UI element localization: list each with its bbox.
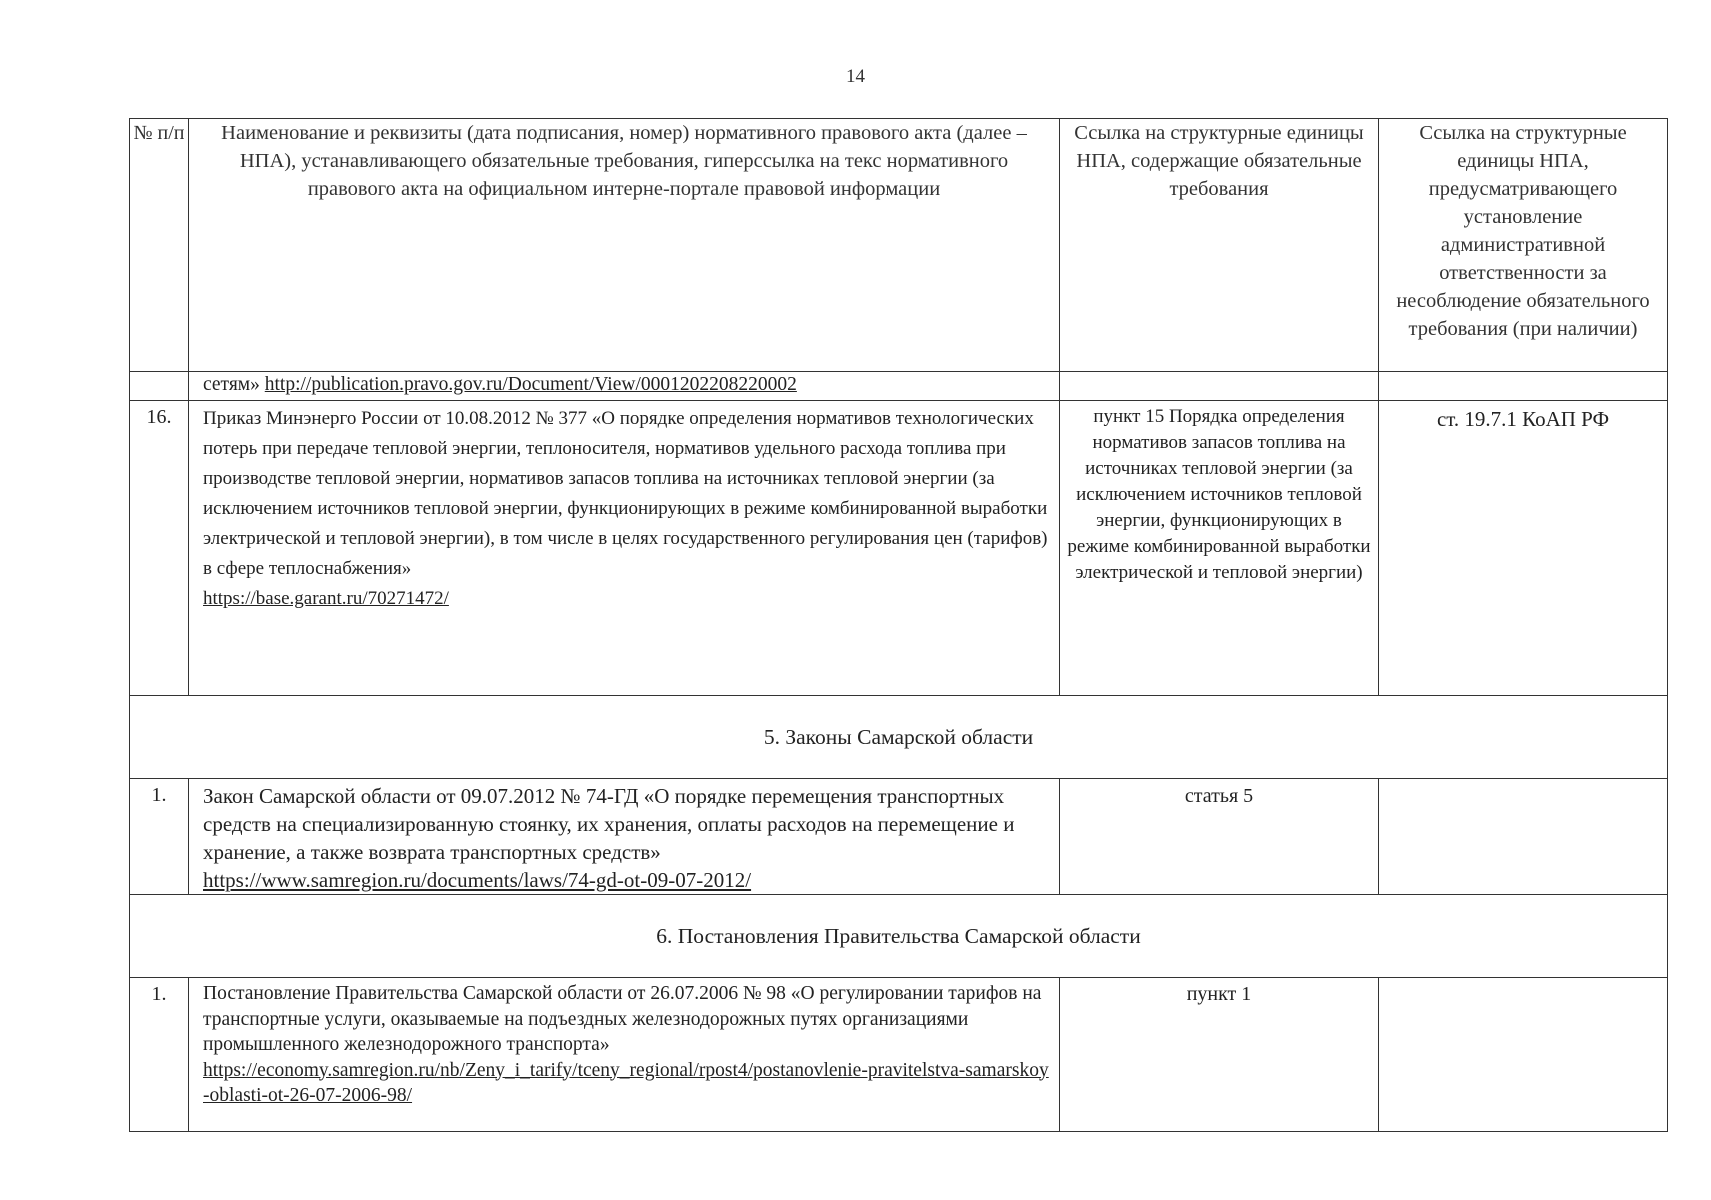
npa-title: Постановление Правительства Самарской области от 26.07.2006 № 98 «О регулировании тарифов на транспортные услуги, оказываемые на подъездных железнодорожных путях организациями промышленного железнодорожного транспорта» <box>203 983 1042 1055</box>
cell-npa-name <box>189 372 1060 401</box>
row-number: 1. <box>130 978 189 1132</box>
npa-title: Приказ Минэнерго России от 10.08.2012 № 377 «О порядке определения нормативов технологических потерь при передаче тепловой энергии, теплоносителя, нормативов удельного расхода топлива при производстве тепловой энергии, нормативов запасов топлива на источниках тепловой энергии (за исключением источников тепловой энергии, функционирующих в режиме комбинированной выработки электрической и тепловой энергии), в том числе в целях государственного регулирования цен (тарифов) в сфере теплоснабжения» <box>203 408 1048 579</box>
header-number: № п/п <box>130 119 189 372</box>
table-header-row <box>130 119 1668 372</box>
table-row <box>130 978 1668 1132</box>
header-structural-units: Ссылка на структурные единицы НПА, содержащие обязательные требования <box>1060 119 1379 372</box>
header-responsibility: Ссылка на структурные единицы НПА, предусматривающего установление административной ответственности за несоблюдение обязательного требования (при наличии) <box>1379 119 1668 372</box>
row-number: 16. <box>130 401 189 696</box>
cell-responsibility <box>1379 779 1668 895</box>
npa-link[interactable]: https://base.garant.ru/70271472/ <box>203 588 449 609</box>
page-number: 14 <box>846 66 865 87</box>
continuation-text: сетям» <box>203 374 260 395</box>
section-header-row <box>130 895 1668 978</box>
table-row <box>130 779 1668 895</box>
cell-npa-name <box>189 779 1060 895</box>
cell-structural-unit <box>1060 372 1379 401</box>
requirements-table <box>129 118 1668 1132</box>
cell-responsibility <box>1379 978 1668 1132</box>
cell-structural-unit: пункт 15 Порядка определения нормативов запасов топлива на источниках тепловой энергии (за исключением источников тепловой энергии, функционирующих в режиме комбинированной выработки электрической и тепловой энергии) <box>1060 401 1379 696</box>
npa-link[interactable]: https://economy.samregion.ru/nb/Zeny_i_tarify/tceny_regional/rpost4/postanovlenie-pravitelstva-samarskoy-oblasti-ot-26-07-2006-98/ <box>203 1059 1049 1106</box>
table-row-continuation <box>130 372 1668 401</box>
cell-responsibility <box>1379 372 1668 401</box>
cell-number <box>130 372 189 401</box>
cell-npa-name <box>189 978 1060 1132</box>
cell-responsibility: ст. 19.7.1 КоАП РФ <box>1379 401 1668 696</box>
npa-title: Закон Самарской области от 09.07.2012 № 74-ГД «О порядке перемещения транспортных средств на специализированную стоянку, их хранения, оплаты расходов на перемещение и хранение, а также возврата транспортных средств» <box>203 784 1015 864</box>
table-row <box>130 401 1668 696</box>
section-title: 6. Постановления Правительства Самарской области <box>130 895 1668 978</box>
section-header-row <box>130 696 1668 779</box>
section-title: 5. Законы Самарской области <box>130 696 1668 779</box>
npa-link[interactable]: http://publication.pravo.gov.ru/Document/View/0001202208220002 <box>264 374 797 395</box>
cell-structural-unit: пункт 1 <box>1060 978 1379 1132</box>
cell-structural-unit: статья 5 <box>1060 779 1379 895</box>
header-npa-name: Наименование и реквизиты (дата подписания, номер) нормативного правового акта (далее – НПА), устанавливающего обязательные требования, гиперссылка на текс нормативного правового акта на официальном интерне-портале правовой информации <box>189 119 1060 372</box>
cell-npa-name <box>189 401 1060 696</box>
row-number: 1. <box>130 779 189 895</box>
npa-link[interactable]: https://www.samregion.ru/documents/laws/74-gd-ot-09-07-2012/ <box>203 868 752 892</box>
